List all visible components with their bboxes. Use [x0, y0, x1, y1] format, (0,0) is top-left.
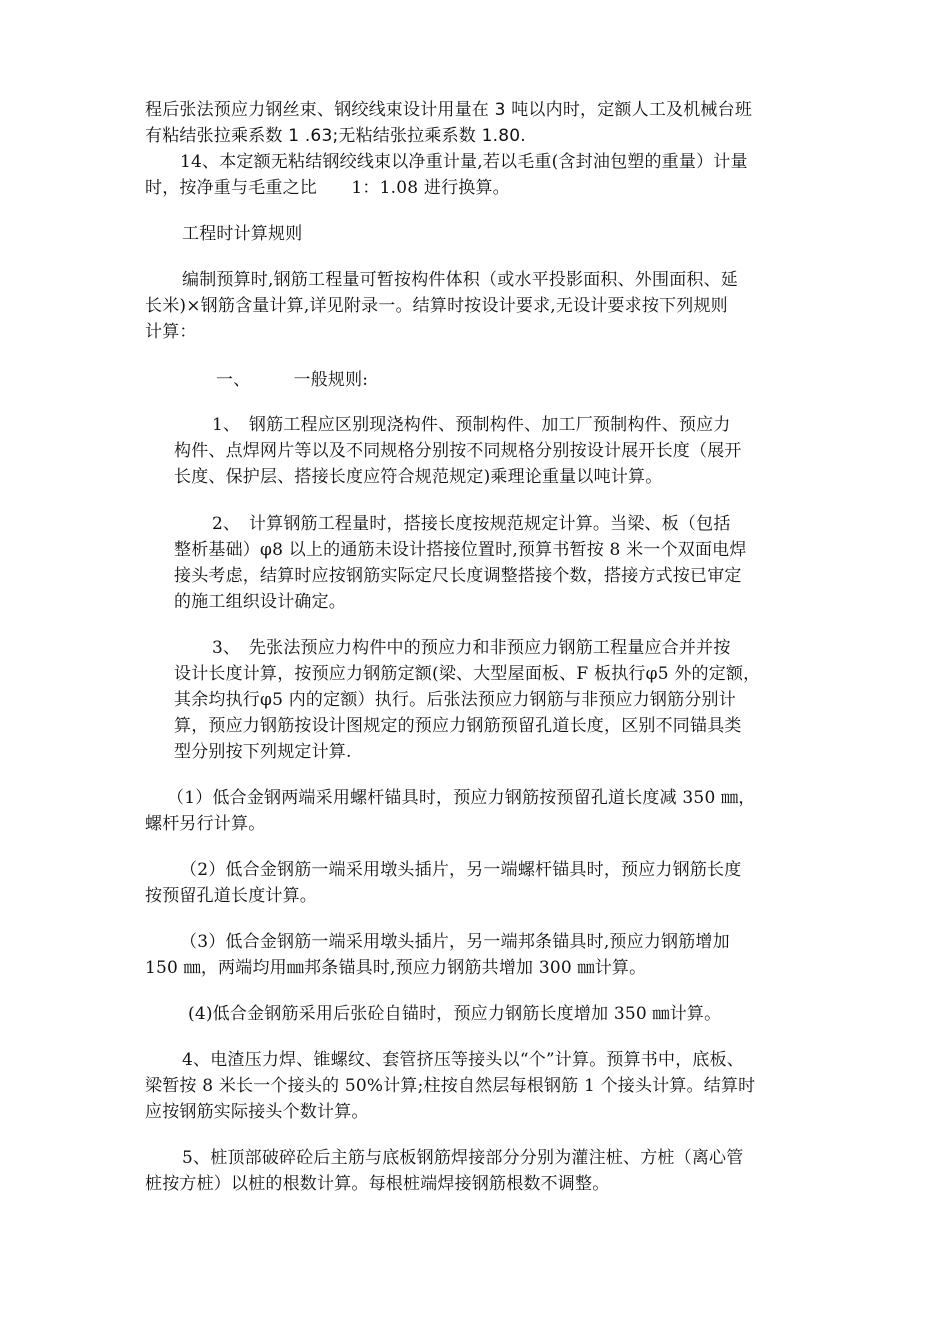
p4-line-3: 计算：: [145, 322, 197, 342]
p11-line-2: 150 ㎜，两端均用㎜邦条锚具时,预应力钢筋共增加 300 ㎜计算。: [145, 958, 647, 978]
p12-line-1: (4)低合金钢筋采用后张砼自锚时，预应力钢筋长度增加 350 ㎜计算。: [188, 1004, 722, 1024]
p6-line-2: 构件、点焊网片等以及不同规格分别按不同规格分别按设计展开长度（展开: [174, 441, 742, 461]
p13-line-2: 梁暂按 8 米长一个接头的 50%计算;柱按自然层每根钢筋 1 个接头计算。结算时: [145, 1076, 756, 1096]
p4-line-1: 编制预算时,钢筋工程量可暂按构件体积（或水平投影面积、外围面积、延: [182, 270, 739, 290]
p9-line-2: 螺杆另行计算。: [145, 814, 266, 834]
p2-line-1: 14、本定额无粘结钢绞线束以净重计量,若以毛重(含封油包塑的重量）计量: [180, 152, 748, 172]
p7-line-4: 的施工组织设计确定。: [174, 592, 346, 612]
p7-line-3: 接头考虑，结算时应按钢筋实际定尺长度调整搭接个数，搭接方式按已审定: [174, 566, 742, 586]
p8-line-1: 3、 先张法预应力构件中的预应力和非预应力钢筋工程量应合并并按: [212, 638, 731, 658]
p9-line-1: （1）低合金钢两端采用螺杆锚具时，预应力钢筋按预留孔道长度减 350 ㎜，: [167, 788, 756, 808]
p13-line-3: 应按钢筋实际接头个数计算。: [145, 1102, 369, 1122]
p8-line-5: 型分别按下列规定计算.: [174, 742, 352, 762]
p8-line-4: 算，预应力钢筋按设计图规定的预应力钢筋预留孔道长度，区别不同锚具类: [174, 716, 742, 736]
p10-line-2: 按预留孔道长度计算。: [145, 886, 317, 906]
p6-line-1: 1、 钢筋工程应区别现浇构件、预制构件、加工厂预制构件、预应力: [212, 415, 731, 435]
section-title: 工程时计算规则: [182, 224, 303, 244]
p4-line-2: 长米)×钢筋含量计算,详见附录一。结算时按设计要求,无设计要求按下列规则: [145, 296, 728, 316]
p8-line-3: 其余均执行φ5 内的定额）执行。后张法预应力钢筋与非预应力钢筋分别计: [174, 690, 736, 710]
p6-line-3: 长度、保护层、搭接长度应符合规范规定)乘理论重量以吨计算。: [174, 467, 663, 487]
p14-line-1: 5、桩顶部破碎砼后主筋与底板钢筋焊接部分分别为灌注桩、方桩（离心管: [182, 1148, 744, 1168]
p7-line-1: 2、 计算钢筋工程量时，搭接长度按规范规定计算。当梁、板（包括: [212, 514, 731, 534]
p8-line-2: 设计长度计算，按预应力钢筋定额(梁、大型屋面板、F 板执行φ5 外的定额，: [174, 664, 761, 684]
general-rules-heading: 一、 一般规则:: [216, 370, 369, 390]
p2-line-2: 时，按净重与毛重之比 1：1.08 进行换算。: [145, 178, 510, 198]
p1-line-1: 程后张法预应力钢丝束、钢绞线束设计用量在 3 吨以内时，定额人工及机械台班: [145, 100, 753, 120]
p14-line-2: 桩按方桩）以桩的根数计算。每根桩端焊接钢筋根数不调整。: [145, 1174, 610, 1194]
p10-line-1: （2）低合金钢筋一端采用墩头插片，另一端螺杆锚具时，预应力钢筋长度: [180, 860, 742, 880]
p1-line-2: 有粘结张拉乘系数 1 .63;无粘结张拉乘系数 1.80.: [145, 126, 526, 146]
p7-line-2: 整析基础）φ8 以上的通筋未设计搭接位置时,预算书暂按 8 米一个双面电焊: [174, 540, 747, 560]
p13-line-1: 4、电渣压力焊、锥螺纹、套管挤压等接头以“个”计算。预算书中，底板、: [182, 1050, 744, 1070]
p11-line-1: （3）低合金钢筋一端采用墩头插片，另一端邦条锚具时,预应力钢筋增加: [180, 932, 730, 952]
